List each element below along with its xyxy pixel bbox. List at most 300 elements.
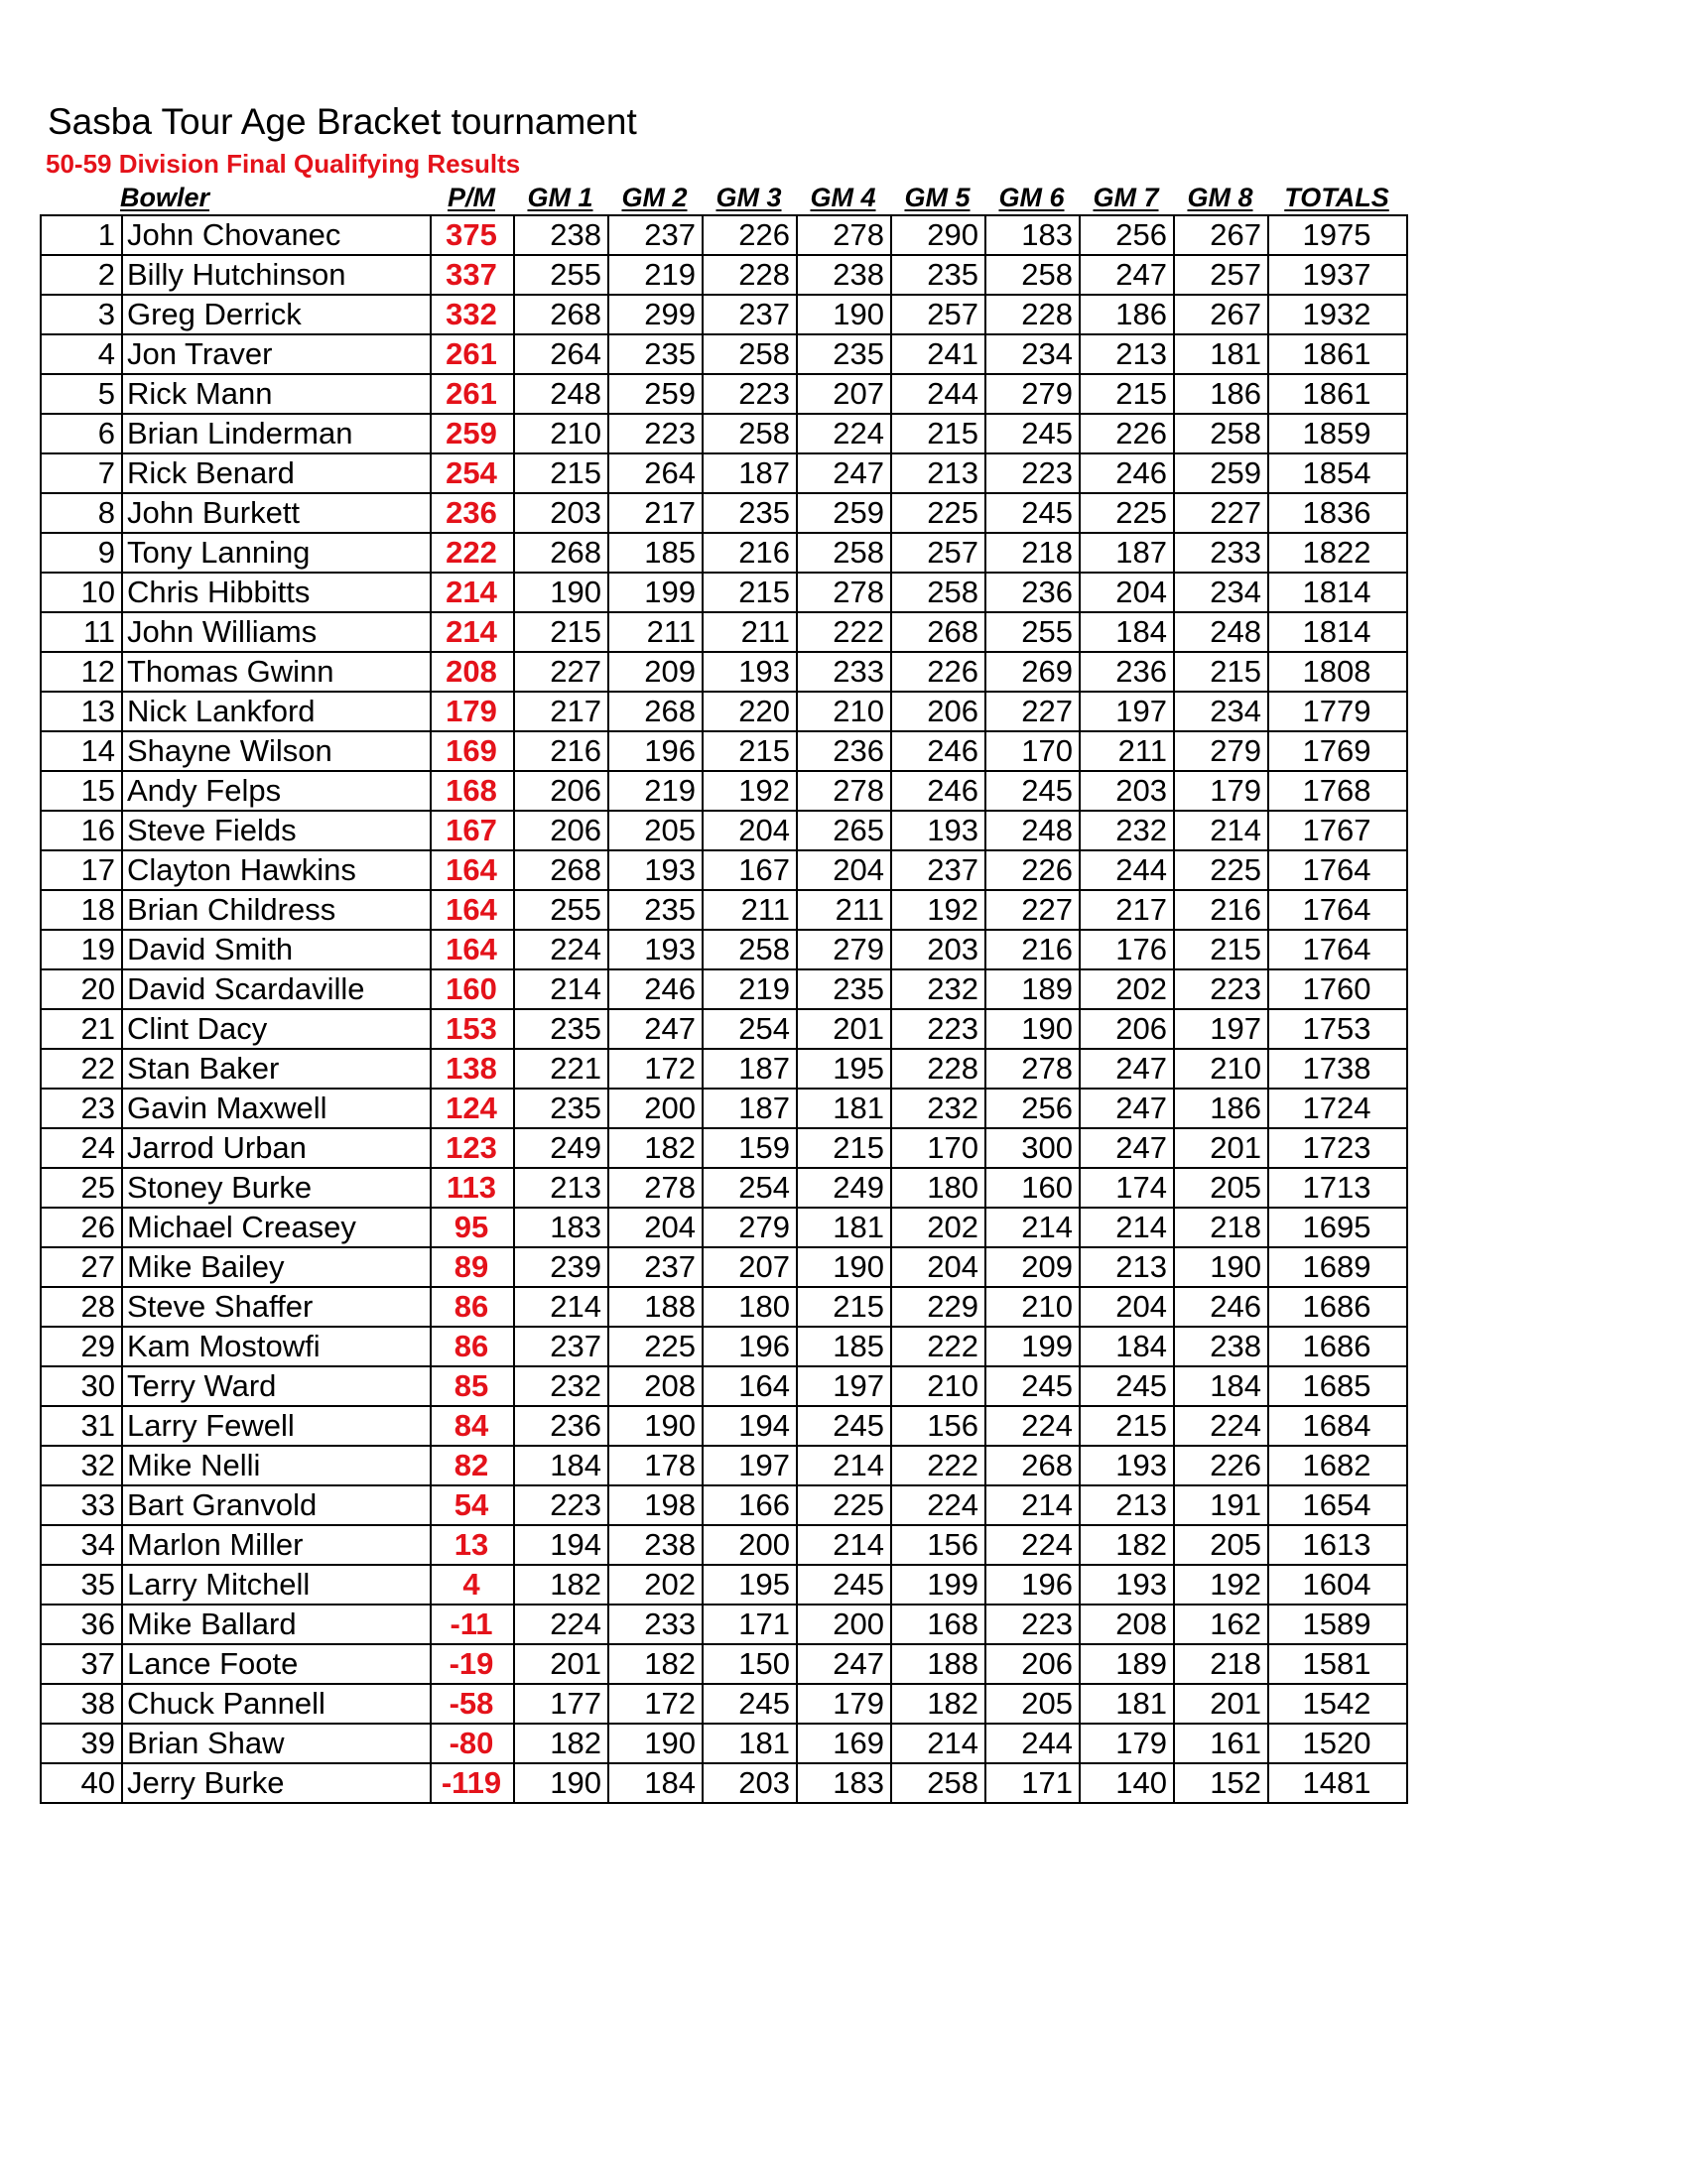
- game-5-cell: 235: [891, 255, 985, 295]
- plus-minus-cell: 254: [431, 453, 514, 493]
- game-7-cell: 211: [1080, 731, 1174, 771]
- rank-cell: 20: [41, 969, 122, 1009]
- plus-minus-cell: 214: [431, 612, 514, 652]
- plus-minus-cell: 208: [431, 652, 514, 692]
- game-2-cell: 184: [608, 1763, 703, 1803]
- game-4-cell: 222: [797, 612, 891, 652]
- bowler-name-cell: Larry Fewell: [122, 1406, 431, 1446]
- game-8-cell: 184: [1174, 1366, 1268, 1406]
- table-row: [41, 1684, 1407, 1724]
- game-2-cell: 264: [608, 453, 703, 493]
- rank-cell: 6: [41, 414, 122, 453]
- game-6-cell: 196: [985, 1565, 1080, 1605]
- game-5-cell: 215: [891, 414, 985, 453]
- bowler-name-cell: Brian Shaw: [122, 1724, 431, 1763]
- plus-minus-cell: 138: [431, 1049, 514, 1089]
- game-6-cell: 216: [985, 930, 1080, 969]
- plus-minus-cell: 222: [431, 533, 514, 573]
- table-row: [41, 374, 1407, 414]
- game-6-cell: 209: [985, 1247, 1080, 1287]
- bowler-name-cell: Thomas Gwinn: [122, 652, 431, 692]
- game-1-cell: 203: [514, 493, 608, 533]
- game-2-cell: 182: [608, 1644, 703, 1684]
- game-2-cell: 225: [608, 1327, 703, 1366]
- game-5-cell: 232: [891, 969, 985, 1009]
- game-2-cell: 202: [608, 1565, 703, 1605]
- game-5-cell: 206: [891, 692, 985, 731]
- plus-minus-cell: 4: [431, 1565, 514, 1605]
- game-1-cell: 194: [514, 1525, 608, 1565]
- game-2-cell: 219: [608, 771, 703, 811]
- game-7-cell: 226: [1080, 414, 1174, 453]
- plus-minus-cell: 95: [431, 1208, 514, 1247]
- total-cell: 1814: [1268, 612, 1407, 652]
- table-row: [41, 334, 1407, 374]
- table-row: [41, 1724, 1407, 1763]
- plus-minus-cell: -11: [431, 1605, 514, 1644]
- table-row: [41, 612, 1407, 652]
- game-3-cell: 215: [703, 573, 797, 612]
- total-cell: 1589: [1268, 1605, 1407, 1644]
- rank-cell: 35: [41, 1565, 122, 1605]
- rank-cell: 24: [41, 1128, 122, 1168]
- game-4-cell: 245: [797, 1406, 891, 1446]
- game-1-cell: 224: [514, 930, 608, 969]
- game-6-cell: 278: [985, 1049, 1080, 1089]
- game-4-cell: 179: [797, 1684, 891, 1724]
- game-6-cell: 279: [985, 374, 1080, 414]
- bowler-name-cell: Greg Derrick: [122, 295, 431, 334]
- plus-minus-cell: -80: [431, 1724, 514, 1763]
- game-3-cell: 164: [703, 1366, 797, 1406]
- game-5-cell: 193: [891, 811, 985, 850]
- game-2-cell: 185: [608, 533, 703, 573]
- rank-cell: 37: [41, 1644, 122, 1684]
- game-7-cell: 213: [1080, 334, 1174, 374]
- plus-minus-cell: 168: [431, 771, 514, 811]
- total-cell: 1682: [1268, 1446, 1407, 1485]
- plus-minus-cell: 13: [431, 1525, 514, 1565]
- bowler-name-cell: Tony Lanning: [122, 533, 431, 573]
- total-cell: 1767: [1268, 811, 1407, 850]
- bowler-name-cell: Brian Linderman: [122, 414, 431, 453]
- game-8-cell: 186: [1174, 374, 1268, 414]
- game-1-cell: 221: [514, 1049, 608, 1089]
- bowler-name-cell: Stoney Burke: [122, 1168, 431, 1208]
- table-row: [41, 1763, 1407, 1803]
- game-2-cell: 193: [608, 930, 703, 969]
- game-3-cell: 192: [703, 771, 797, 811]
- game-5-cell: 223: [891, 1009, 985, 1049]
- plus-minus-cell: 164: [431, 890, 514, 930]
- game-3-cell: 197: [703, 1446, 797, 1485]
- plus-minus-cell: 236: [431, 493, 514, 533]
- game-8-cell: 205: [1174, 1525, 1268, 1565]
- game-3-cell: 180: [703, 1287, 797, 1327]
- game-5-cell: 202: [891, 1208, 985, 1247]
- game-8-cell: 162: [1174, 1605, 1268, 1644]
- table-row: [41, 295, 1407, 334]
- game-1-cell: 238: [514, 215, 608, 255]
- game-8-cell: 257: [1174, 255, 1268, 295]
- total-cell: 1814: [1268, 573, 1407, 612]
- bowler-name-cell: Stan Baker: [122, 1049, 431, 1089]
- game-3-cell: 194: [703, 1406, 797, 1446]
- total-cell: 1684: [1268, 1406, 1407, 1446]
- game-1-cell: 237: [514, 1327, 608, 1366]
- game-7-cell: 246: [1080, 453, 1174, 493]
- game-1-cell: 210: [514, 414, 608, 453]
- game-5-cell: 204: [891, 1247, 985, 1287]
- game-7-cell: 189: [1080, 1644, 1174, 1684]
- plus-minus-cell: 332: [431, 295, 514, 334]
- game-4-cell: 211: [797, 890, 891, 930]
- game-4-cell: 224: [797, 414, 891, 453]
- total-cell: 1760: [1268, 969, 1407, 1009]
- game-3-cell: 187: [703, 1049, 797, 1089]
- bowler-name-cell: Marlon Miller: [122, 1525, 431, 1565]
- game-7-cell: 176: [1080, 930, 1174, 969]
- game-3-cell: 254: [703, 1009, 797, 1049]
- bowler-name-cell: Billy Hutchinson: [122, 255, 431, 295]
- plus-minus-cell: 164: [431, 930, 514, 969]
- game-6-cell: 245: [985, 414, 1080, 453]
- game-6-cell: 255: [985, 612, 1080, 652]
- game-5-cell: 156: [891, 1525, 985, 1565]
- total-cell: 1481: [1268, 1763, 1407, 1803]
- game-3-cell: 203: [703, 1763, 797, 1803]
- game-3-cell: 193: [703, 652, 797, 692]
- game-6-cell: 234: [985, 334, 1080, 374]
- table-row: [41, 1406, 1407, 1446]
- game-3-cell: 166: [703, 1485, 797, 1525]
- game-8-cell: 225: [1174, 850, 1268, 890]
- game-8-cell: 179: [1174, 771, 1268, 811]
- rank-cell: 22: [41, 1049, 122, 1089]
- game-1-cell: 223: [514, 1485, 608, 1525]
- total-cell: 1861: [1268, 374, 1407, 414]
- game-8-cell: 216: [1174, 890, 1268, 930]
- game-6-cell: 227: [985, 692, 1080, 731]
- total-cell: 1686: [1268, 1287, 1407, 1327]
- total-cell: 1654: [1268, 1485, 1407, 1525]
- header-gm3: GM 3: [715, 183, 782, 212]
- bowler-name-cell: Clayton Hawkins: [122, 850, 431, 890]
- game-5-cell: 182: [891, 1684, 985, 1724]
- game-8-cell: 201: [1174, 1684, 1268, 1724]
- game-7-cell: 202: [1080, 969, 1174, 1009]
- bowler-name-cell: Mike Nelli: [122, 1446, 431, 1485]
- plus-minus-cell: 169: [431, 731, 514, 771]
- game-2-cell: 235: [608, 334, 703, 374]
- game-4-cell: 197: [797, 1366, 891, 1406]
- document-title: Sasba Tour Age Bracket tournament: [48, 101, 637, 142]
- game-5-cell: 188: [891, 1644, 985, 1684]
- table-row: [41, 1009, 1407, 1049]
- game-1-cell: 177: [514, 1684, 608, 1724]
- total-cell: 1932: [1268, 295, 1407, 334]
- rank-cell: 32: [41, 1446, 122, 1485]
- rank-cell: 21: [41, 1009, 122, 1049]
- game-2-cell: 223: [608, 414, 703, 453]
- plus-minus-cell: 337: [431, 255, 514, 295]
- game-8-cell: 214: [1174, 811, 1268, 850]
- rank-cell: 36: [41, 1605, 122, 1644]
- game-7-cell: 256: [1080, 215, 1174, 255]
- table-row: [41, 1287, 1407, 1327]
- game-2-cell: 205: [608, 811, 703, 850]
- game-3-cell: 211: [703, 890, 797, 930]
- game-8-cell: 233: [1174, 533, 1268, 573]
- plus-minus-cell: 214: [431, 573, 514, 612]
- game-4-cell: 247: [797, 453, 891, 493]
- game-1-cell: 236: [514, 1406, 608, 1446]
- game-1-cell: 206: [514, 771, 608, 811]
- game-5-cell: 192: [891, 890, 985, 930]
- total-cell: 1604: [1268, 1565, 1407, 1605]
- bowler-name-cell: Mike Bailey: [122, 1247, 431, 1287]
- total-cell: 1723: [1268, 1128, 1407, 1168]
- game-1-cell: 216: [514, 731, 608, 771]
- game-5-cell: 229: [891, 1287, 985, 1327]
- game-8-cell: 267: [1174, 295, 1268, 334]
- game-7-cell: 197: [1080, 692, 1174, 731]
- table-row: [41, 1049, 1407, 1089]
- game-3-cell: 258: [703, 930, 797, 969]
- table-row: [41, 533, 1407, 573]
- game-5-cell: 232: [891, 1089, 985, 1128]
- game-1-cell: 264: [514, 334, 608, 374]
- rank-cell: 5: [41, 374, 122, 414]
- game-7-cell: 184: [1080, 1327, 1174, 1366]
- game-7-cell: 182: [1080, 1525, 1174, 1565]
- game-2-cell: 193: [608, 850, 703, 890]
- total-cell: 1689: [1268, 1247, 1407, 1287]
- header-gm4: GM 4: [810, 183, 876, 212]
- game-8-cell: 246: [1174, 1287, 1268, 1327]
- game-4-cell: 200: [797, 1605, 891, 1644]
- game-3-cell: 200: [703, 1525, 797, 1565]
- game-2-cell: 246: [608, 969, 703, 1009]
- rank-cell: 29: [41, 1327, 122, 1366]
- plus-minus-cell: 86: [431, 1327, 514, 1366]
- game-6-cell: 214: [985, 1485, 1080, 1525]
- game-4-cell: 245: [797, 1565, 891, 1605]
- rank-cell: 4: [41, 334, 122, 374]
- total-cell: 1724: [1268, 1089, 1407, 1128]
- game-2-cell: 198: [608, 1485, 703, 1525]
- rank-cell: 1: [41, 215, 122, 255]
- game-5-cell: 225: [891, 493, 985, 533]
- rank-cell: 34: [41, 1525, 122, 1565]
- table-row: [41, 414, 1407, 453]
- game-1-cell: 214: [514, 1287, 608, 1327]
- game-1-cell: 268: [514, 850, 608, 890]
- game-5-cell: 226: [891, 652, 985, 692]
- rank-cell: 27: [41, 1247, 122, 1287]
- game-8-cell: 190: [1174, 1247, 1268, 1287]
- bowler-name-cell: Lance Foote: [122, 1644, 431, 1684]
- game-2-cell: 199: [608, 573, 703, 612]
- game-4-cell: 235: [797, 969, 891, 1009]
- total-cell: 1854: [1268, 453, 1407, 493]
- rank-cell: 28: [41, 1287, 122, 1327]
- bowler-name-cell: David Smith: [122, 930, 431, 969]
- plus-minus-cell: 84: [431, 1406, 514, 1446]
- game-4-cell: 183: [797, 1763, 891, 1803]
- total-cell: 1613: [1268, 1525, 1407, 1565]
- bowler-name-cell: Jerry Burke: [122, 1763, 431, 1803]
- plus-minus-cell: 113: [431, 1168, 514, 1208]
- game-7-cell: 225: [1080, 493, 1174, 533]
- game-1-cell: 235: [514, 1009, 608, 1049]
- rank-cell: 33: [41, 1485, 122, 1525]
- game-5-cell: 246: [891, 731, 985, 771]
- game-4-cell: 169: [797, 1724, 891, 1763]
- game-7-cell: 193: [1080, 1565, 1174, 1605]
- game-8-cell: 234: [1174, 692, 1268, 731]
- game-8-cell: 279: [1174, 731, 1268, 771]
- game-6-cell: 269: [985, 652, 1080, 692]
- plus-minus-cell: 375: [431, 215, 514, 255]
- game-3-cell: 207: [703, 1247, 797, 1287]
- game-6-cell: 171: [985, 1763, 1080, 1803]
- game-4-cell: 210: [797, 692, 891, 731]
- total-cell: 1808: [1268, 652, 1407, 692]
- total-cell: 1769: [1268, 731, 1407, 771]
- rank-cell: 9: [41, 533, 122, 573]
- plus-minus-cell: 164: [431, 850, 514, 890]
- results-body: [41, 215, 1407, 1803]
- game-7-cell: 204: [1080, 1287, 1174, 1327]
- game-4-cell: 225: [797, 1485, 891, 1525]
- game-5-cell: 257: [891, 533, 985, 573]
- plus-minus-cell: 82: [431, 1446, 514, 1485]
- game-1-cell: 215: [514, 453, 608, 493]
- total-cell: 1753: [1268, 1009, 1407, 1049]
- plus-minus-cell: 179: [431, 692, 514, 731]
- header-totals: TOTALS: [1284, 183, 1389, 212]
- table-row: [41, 1089, 1407, 1128]
- game-4-cell: 201: [797, 1009, 891, 1049]
- table-row: [41, 255, 1407, 295]
- game-8-cell: 223: [1174, 969, 1268, 1009]
- total-cell: 1764: [1268, 850, 1407, 890]
- game-2-cell: 200: [608, 1089, 703, 1128]
- game-8-cell: 224: [1174, 1406, 1268, 1446]
- game-8-cell: 248: [1174, 612, 1268, 652]
- game-7-cell: 215: [1080, 1406, 1174, 1446]
- game-3-cell: 228: [703, 255, 797, 295]
- bowler-name-cell: Steve Shaffer: [122, 1287, 431, 1327]
- table-row: [41, 493, 1407, 533]
- game-4-cell: 236: [797, 731, 891, 771]
- game-7-cell: 181: [1080, 1684, 1174, 1724]
- game-5-cell: 168: [891, 1605, 985, 1644]
- bowler-name-cell: Andy Felps: [122, 771, 431, 811]
- total-cell: 1836: [1268, 493, 1407, 533]
- plus-minus-cell: 86: [431, 1287, 514, 1327]
- game-5-cell: 214: [891, 1724, 985, 1763]
- game-2-cell: 190: [608, 1724, 703, 1763]
- header-bowler: Bowler: [120, 183, 210, 212]
- header-gm1: GM 1: [527, 183, 593, 212]
- game-5-cell: 203: [891, 930, 985, 969]
- results-table: [40, 214, 1408, 1804]
- game-4-cell: 279: [797, 930, 891, 969]
- game-1-cell: 268: [514, 295, 608, 334]
- table-row: [41, 811, 1407, 850]
- game-4-cell: 259: [797, 493, 891, 533]
- bowler-name-cell: John Burkett: [122, 493, 431, 533]
- game-2-cell: 190: [608, 1406, 703, 1446]
- game-3-cell: 245: [703, 1684, 797, 1724]
- game-3-cell: 150: [703, 1644, 797, 1684]
- table-row: [41, 890, 1407, 930]
- bowler-name-cell: Nick Lankford: [122, 692, 431, 731]
- game-2-cell: 178: [608, 1446, 703, 1485]
- game-1-cell: 190: [514, 1763, 608, 1803]
- game-2-cell: 237: [608, 1247, 703, 1287]
- total-cell: 1764: [1268, 890, 1407, 930]
- game-6-cell: 189: [985, 969, 1080, 1009]
- bowler-name-cell: Jon Traver: [122, 334, 431, 374]
- game-6-cell: 224: [985, 1525, 1080, 1565]
- game-4-cell: 215: [797, 1287, 891, 1327]
- game-1-cell: 215: [514, 612, 608, 652]
- bowler-name-cell: Mike Ballard: [122, 1605, 431, 1644]
- game-3-cell: 196: [703, 1327, 797, 1366]
- rank-cell: 17: [41, 850, 122, 890]
- game-2-cell: 247: [608, 1009, 703, 1049]
- bowler-name-cell: Larry Mitchell: [122, 1565, 431, 1605]
- game-3-cell: 223: [703, 374, 797, 414]
- game-8-cell: 258: [1174, 414, 1268, 453]
- game-3-cell: 204: [703, 811, 797, 850]
- bowler-name-cell: Clint Dacy: [122, 1009, 431, 1049]
- game-3-cell: 171: [703, 1605, 797, 1644]
- game-2-cell: 196: [608, 731, 703, 771]
- game-5-cell: 222: [891, 1327, 985, 1366]
- game-5-cell: 241: [891, 334, 985, 374]
- total-cell: 1738: [1268, 1049, 1407, 1089]
- game-8-cell: 215: [1174, 652, 1268, 692]
- plus-minus-cell: 167: [431, 811, 514, 850]
- total-cell: 1861: [1268, 334, 1407, 374]
- rank-cell: 19: [41, 930, 122, 969]
- game-6-cell: 268: [985, 1446, 1080, 1485]
- game-6-cell: 227: [985, 890, 1080, 930]
- game-8-cell: 201: [1174, 1128, 1268, 1168]
- game-7-cell: 174: [1080, 1168, 1174, 1208]
- bowler-name-cell: Chuck Pannell: [122, 1684, 431, 1724]
- bowler-name-cell: Rick Benard: [122, 453, 431, 493]
- game-8-cell: 197: [1174, 1009, 1268, 1049]
- game-7-cell: 217: [1080, 890, 1174, 930]
- game-7-cell: 247: [1080, 1089, 1174, 1128]
- game-8-cell: 192: [1174, 1565, 1268, 1605]
- game-8-cell: 227: [1174, 493, 1268, 533]
- rank-cell: 16: [41, 811, 122, 850]
- header-gm5: GM 5: [904, 183, 971, 212]
- table-row: [41, 1644, 1407, 1684]
- table-row: [41, 1208, 1407, 1247]
- game-8-cell: 181: [1174, 334, 1268, 374]
- game-4-cell: 233: [797, 652, 891, 692]
- game-4-cell: 249: [797, 1168, 891, 1208]
- game-7-cell: 193: [1080, 1446, 1174, 1485]
- rank-cell: 2: [41, 255, 122, 295]
